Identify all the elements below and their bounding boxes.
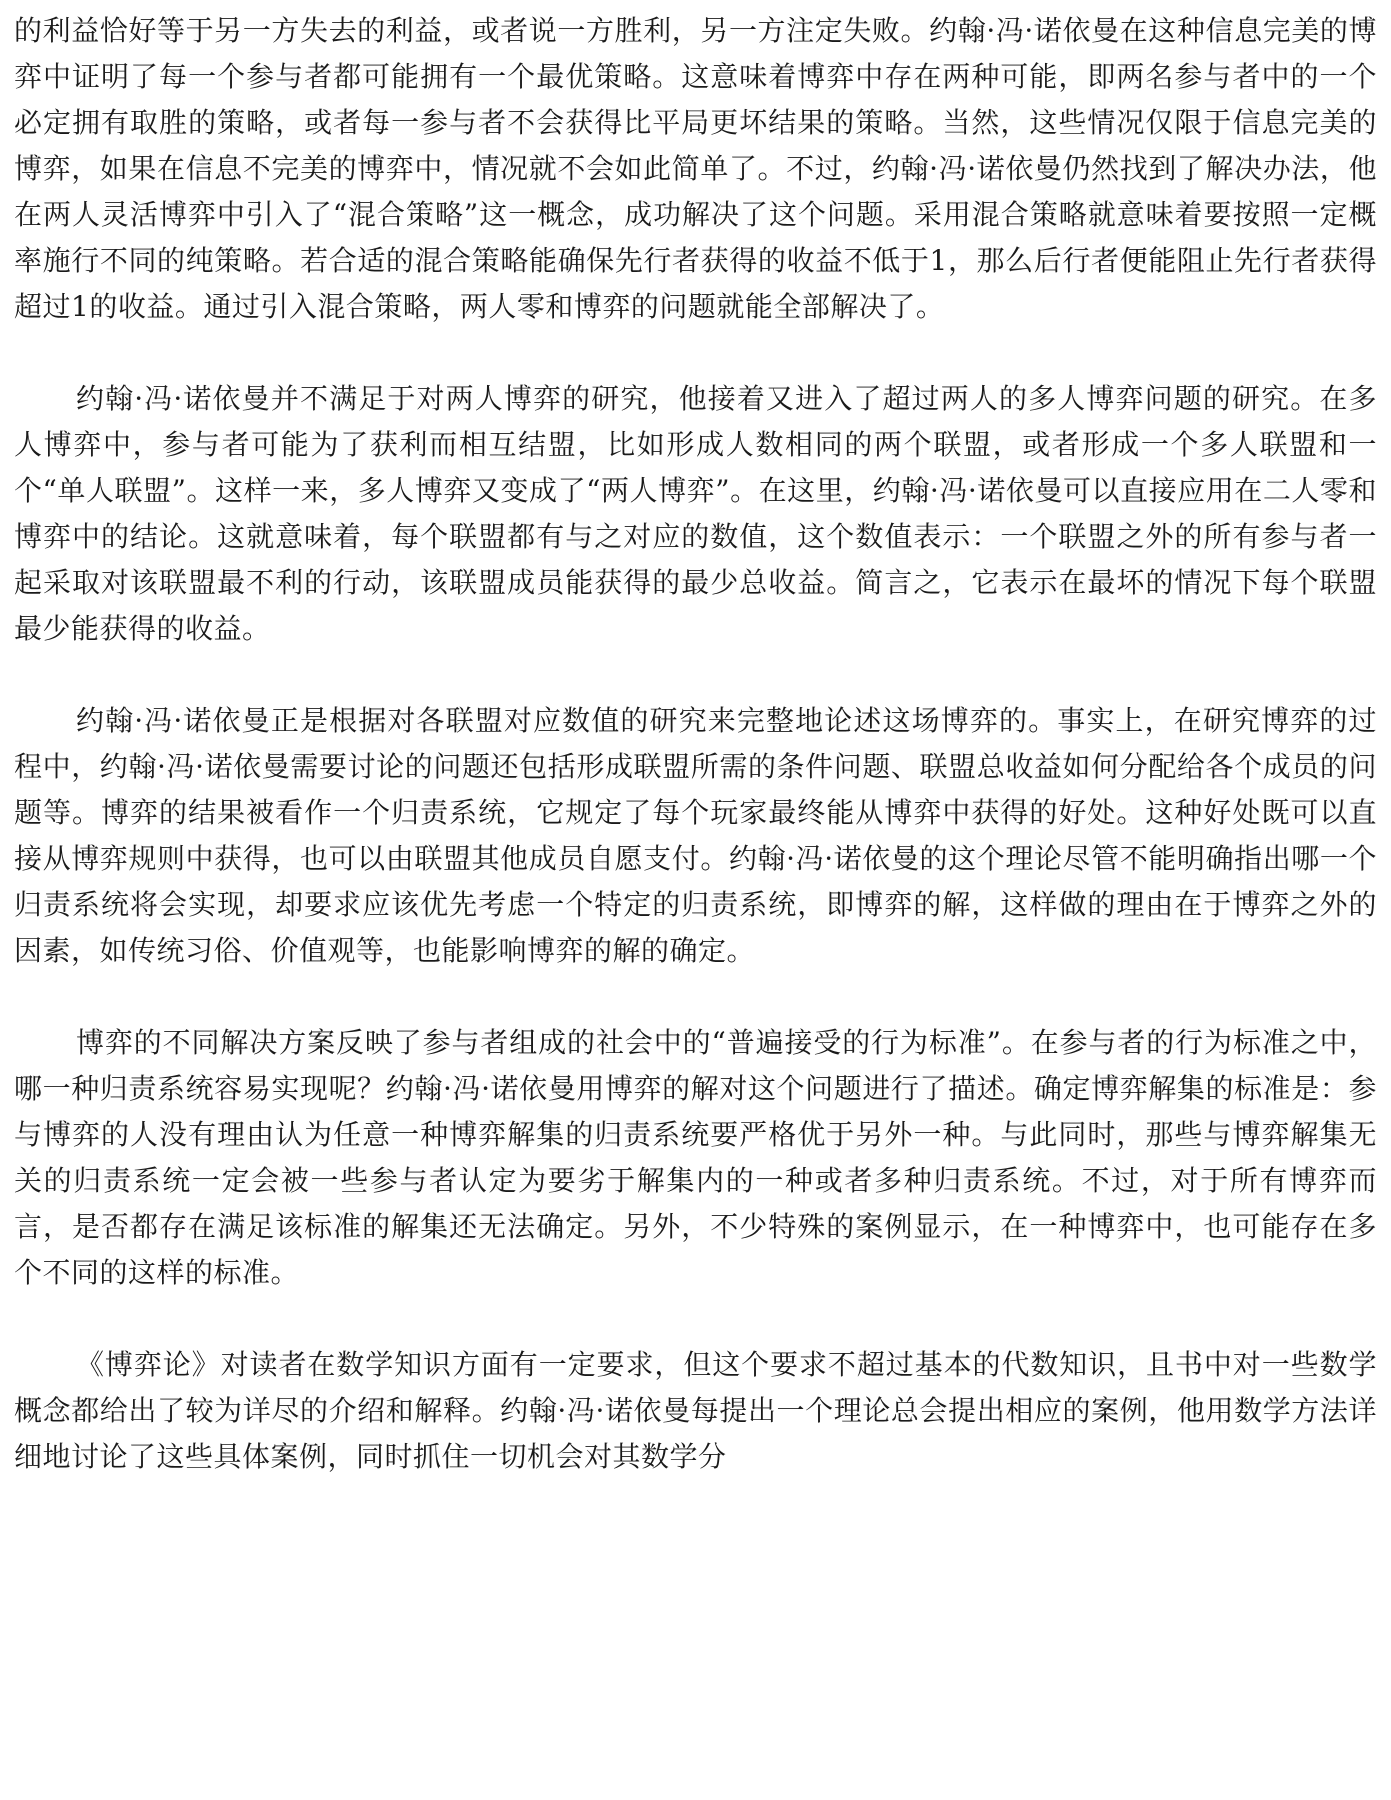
paragraph-continued: 的利益恰好等于另一方失去的利益，或者说一方胜利，另一方注定失败。约翰·冯·诺依曼在这种信息完美的博弈中证明了每一个参与者都可能拥有一个最优策略。这意味着博弈中存在两种可能，即两名参与者中的一个必定拥有取胜的策略，或者每一参与者不会获得比平局更坏结果的策略。当然，这些情况仅限于信息完美的博弈，如果在信息不完美的博弈中，情况就不会如此简单了。不过，约翰·冯·诺依曼仍然找到了解决办法，他在两人灵活博弈中引入了“混合策略”这一概念，成功解决了这个问题。采用混合策略就意味着要按照一定概率施行不同的纯策略。若合适的混合策略能确保先行者获得的收益不低于1，那么后行者便能阻止先行者获得超过1的收益。通过引入混合策略，两人零和博弈的问题就能全部解决了。 [14,14,1377,323]
paragraph: 《博弈论》对读者在数学知识方面有一定要求，但这个要求不超过基本的代数知识，且书中对一些数学概念都给出了较为详尽的介绍和解释。约翰·冯·诺依曼每提出一个理论总会提出相应的案例，他用数学方法详细地讨论了这些具体案例，同时抓住一切机会对其数学分 [14,1348,1377,1473]
paragraph: 博弈的不同解决方案反映了参与者组成的社会中的“普遍接受的行为标准”。在参与者的行为标准之中，哪一种归责系统容易实现呢？约翰·冯·诺依曼用博弈的解对这个问题进行了描述。确定博弈解集的标准是：参与博弈的人没有理由认为任意一种博弈解集的归责系统要严格优于另外一种。与此同时，那些与博弈解集无关的归责系统一定会被一些参与者认定为要劣于解集内的一种或者多种归责系统。不过，对于所有博弈而言，是否都存在满足该标准的解集还无法确定。另外，不少特殊的案例显示，在一种博弈中，也可能存在多个不同的这样的标准。 [14,1026,1377,1289]
paragraph: 约翰·冯·诺依曼并不满足于对两人博弈的研究，他接着又进入了超过两人的多人博弈问题的研究。在多人博弈中，参与者可能为了获利而相互结盟，比如形成人数相同的两个联盟，或者形成一个多人联盟和一个“单人联盟”。这样一来，多人博弈又变成了“两人博弈”。在这里，约翰·冯·诺依曼可以直接应用在二人零和博弈中的结论。这就意味着，每个联盟都有与之对应的数值，这个数值表示：一个联盟之外的所有参与者一起采取对该联盟最不利的行动，该联盟成员能获得的最少总收益。简言之，它表示在最坏的情况下每个联盟最少能获得的收益。 [14,382,1377,645]
paragraph: 约翰·冯·诺依曼正是根据对各联盟对应数值的研究来完整地论述这场博弈的。事实上，在研究博弈的过程中，约翰·冯·诺依曼需要讨论的问题还包括形成联盟所需的条件问题、联盟总收益如何分配给各个成员的问题等。博弈的结果被看作一个归责系统，它规定了每个玩家最终能从博弈中获得的好处。这种好处既可以直接从博弈规则中获得，也可以由联盟其他成员自愿支付。约翰·冯·诺依曼的这个理论尽管不能明确指出哪一个归责系统将会实现，却要求应该优先考虑一个特定的归责系统，即博弈的解，这样做的理由在于博弈之外的因素，如传统习俗、价值观等，也能影响博弈的解的确定。 [14,704,1377,967]
